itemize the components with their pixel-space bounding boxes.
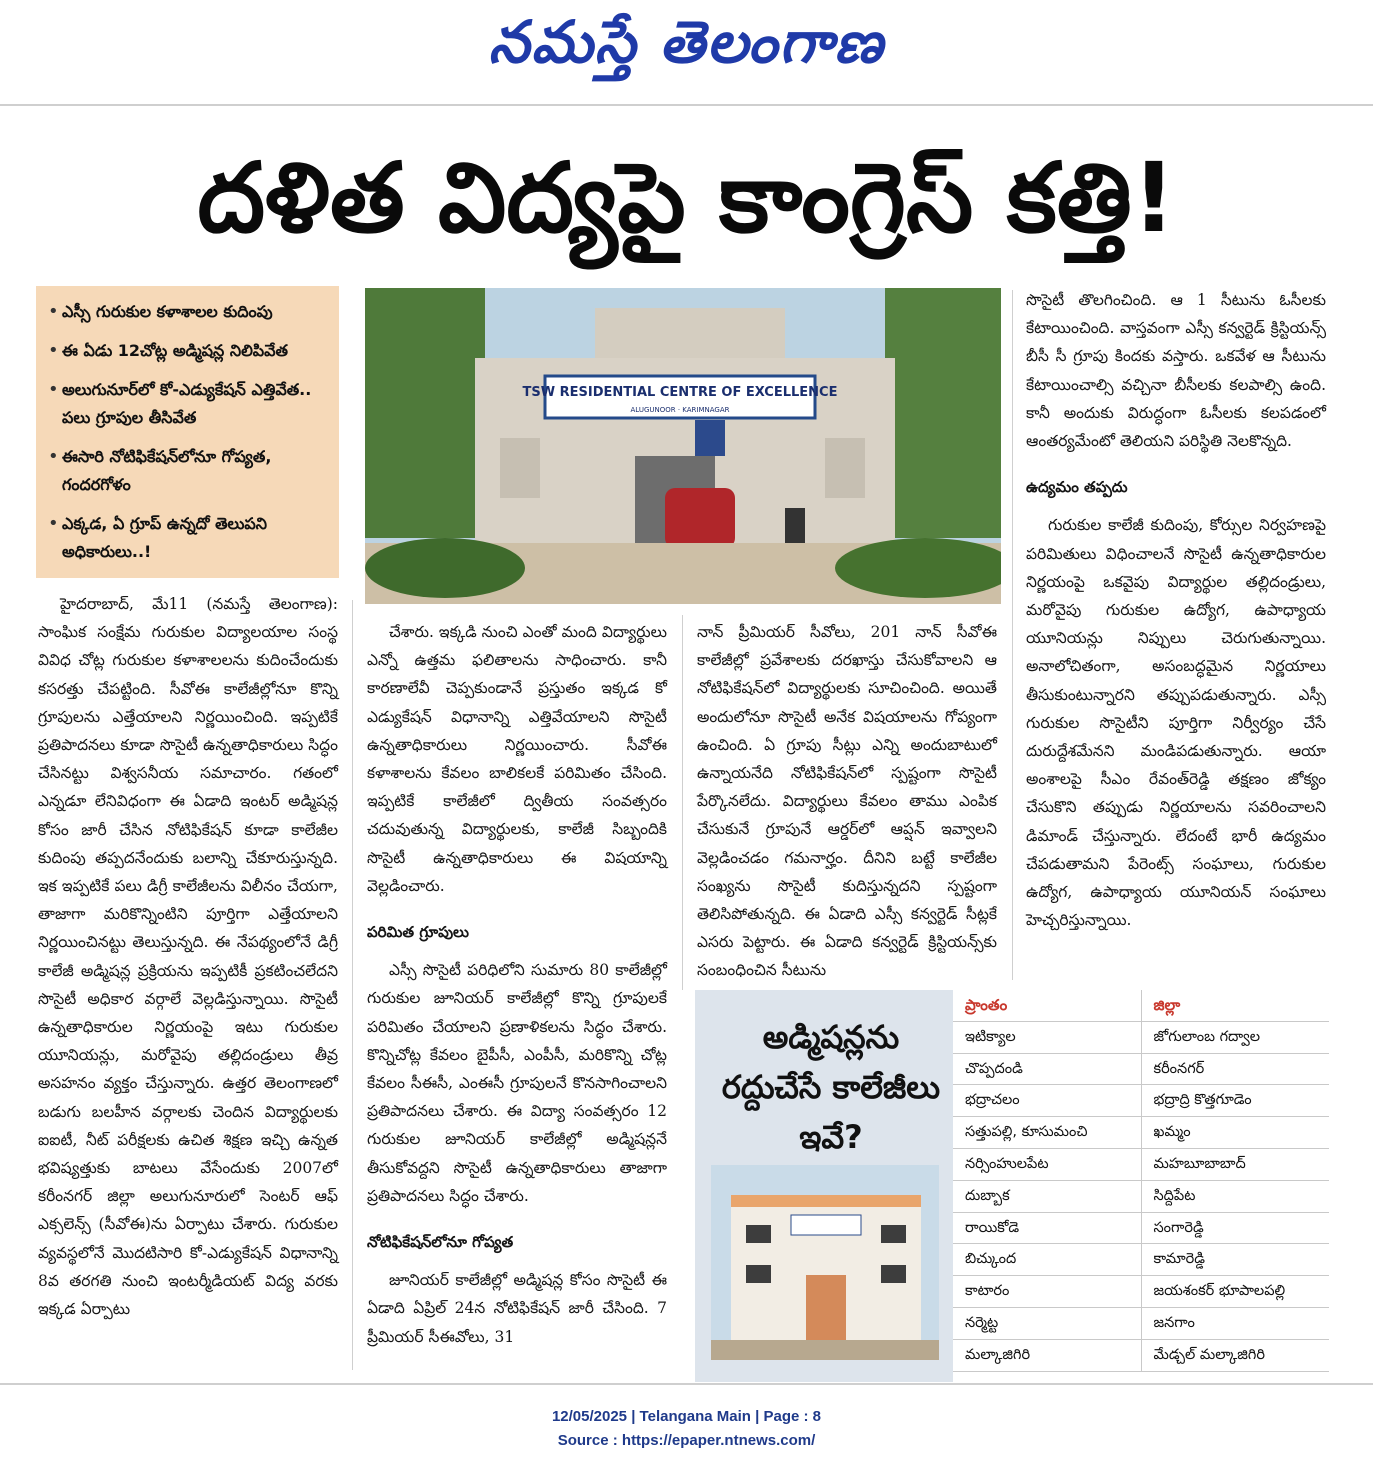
admissions-box [695, 990, 1329, 1382]
article-paragraph: చేశారు. ఇక్కడి నుంచి ఎంతో మంది విద్యార్థులు ఎన్నో ఉత్తమ ఫలితాలను సాధించారు. కానీ కారణాలేవీ చెప్పకుండానే ప్రస్తుతం ఇక్కడ కో ఎడ్యుకేషన్ విధానాన్ని ఎత్తివేయాలని సొసైటీ ఉన్నతాధికారులు నిర్ణయించారు. సీవోఈ కళాశాలను కేవలం బాలికలకే పరిమితం చేసింది. ఇప్పటికే కాలేజీలో ద్వితీయ సంవత్సరం చదువుతున్న విద్యార్థులకు, కాలేజీ సిబ్బందికి సొసైటీ ఉన్నతాధికారులు ఈ విషయాన్ని వెల్లడించారు. [367, 623, 667, 895]
divider [0, 1383, 1373, 1385]
article-column-3 [697, 618, 997, 985]
highlight-item: • ఎక్కడ, ఏ గ్రూప్ ఉన్నదో తెలుపని అధికారులు..! [48, 510, 329, 566]
bullet-icon: • [48, 446, 59, 467]
headline: దళిత విద్యపై కాంగ్రెస్ కత్తి! [197, 142, 1176, 254]
highlights-box [36, 286, 339, 578]
article-paragraph: జూనియర్ కాలేజీల్లో అడ్మిషన్ల కోసం సొసైటీ ఈ ఏడాది ఏప్రిల్ 24న నోటిఫికేషన్ జారీ చేసింది. 7 ప్రీమియర్ సీఈవోలు, 31 [367, 1271, 667, 1346]
table-row: మల్కాజిగిరి మేడ్చల్ మల్కాజిగిరి [953, 1340, 1329, 1372]
column-header-region: ప్రాంతం [965, 996, 1008, 1014]
table-header [953, 990, 1329, 1022]
page-info: 12/05/2025 | Telangana Main | Page : 8 [551, 1408, 822, 1425]
table-row: ఇటిక్యాల జోగులాంబ గద్వాల [953, 1022, 1329, 1054]
divider [0, 104, 1373, 106]
article-paragraph: ఎస్సీ సొసైటీ పరిధిలోని సుమారు 80 కాలేజీల్లో గురుకుల జూనియర్ కాలేజీల్లో కొన్ని గ్రూపులకే పరిమితం చేయాలని ప్రణాళికలను సిద్ధం చేశారు. కొన్నిచోట్ల కేవలం బైపీసీ, ఎంపీసీ, మరికొన్ని చోట్ల కేవలం సీఈసీ, ఎంఈసీ గ్రూపులనే కొనసాగించాలని ప్రతిపాదనలు చేశారు. ఈ విద్యా సంవత్సరం 12 గురుకుల జూనియర్ కాలేజీల్లో అడ్మిషన్లనే తీసుకోవద్దని సొసైటీ ఉన్నతాధికారులు తాజాగా ప్రతిపాదనలు సిద్ధం చేశారు. [367, 961, 667, 1205]
table-row: బిచ్కుంద కామారెడ్డి [953, 1244, 1329, 1276]
article-column-1 [38, 590, 338, 1323]
article-paragraph: గురుకుల కాలేజీ కుదింపు, కోర్సుల నిర్వహణపై పరిమితులు విధించాలనే సొసైటీ ఉన్నతాధికారుల నిర్ణయంపై ఒకవైపు విద్యార్థుల తల్లిదండ్రులు, మరోవైపు గురుకుల ఉద్యోగ, ఉపాధ్యాయ యూనియన్లు నిప్పులు చెరుగుతున్నాయి. అనాలోచితంగా, అసంబద్ధమైన నిర్ణయాలు తీసుకుంటున్నారని తప్పుపడుతున్నారు. ఎస్సీ గురుకుల సొసైటీని పూర్తిగా నిర్వీర్యం చేసే దురుద్దేశమేనని మండిపడుతున్నారు. ఆయా అంశాలపై సీఎం రేవంత్‌రెడ్డి తక్షణం జోక్యం చేసుకొని తప్పుడు నిర్ణయాలను సవరించాలని డిమాండ్ చేస్తున్నారు. లేదంటే భారీ ఉద్యమం చేపడుతామని పేరెంట్స్ సంఘాలు, గురుకుల ఉద్యోగ, ఉపాధ్యాయ యూనియన్ సంఘాలు హెచ్చరిస్తున్నాయి. [1026, 516, 1326, 930]
highlight-item: • ఈసారి నోటిఫికేషన్‌లోనూ గోప్యత, గందరగోళం [48, 443, 329, 499]
highlight-item: • ఈ ఏడు 12చోట్ల అడ్మిషన్ల నిలిపివేత [48, 337, 329, 365]
subheading: పరిమిత గ్రూపులు [367, 923, 469, 942]
highlight-item: • అలుగునూర్‌లో కో-ఎడ్యుకేషన్ ఎత్తివేత.. పలు గ్రూపుల తీసివేత [48, 376, 329, 432]
article-paragraph: నాన్ ప్రీమియర్ సీవోలు, 201 నాన్ సీవోఈ కాలేజీల్లో ప్రవేశాలకు దరఖాస్తు చేసుకోవాలని ఆ నోటిఫికేషన్‌లో విద్యార్థులకు సూచించింది. అయితే అందులోనూ సొసైటీ అనేక విషయాలను గోప్యంగా ఉంచింది. ఏ గ్రూపు సీట్లు ఎన్ని అందుబాటులో ఉన్నాయనేది నోటిఫికేషన్‌లో స్పష్టంగా సొసైటీ పేర్కొనలేదు. విద్యార్థులు కేవలం తాము ఎంపిక చేసుకునే గ్రూపునే ఆర్డర్‌లో ఆప్షన్ ఇవ్వాలని వెల్లడించడం గమనార్హం. దీనిని బట్టే కాలేజీల సంఖ్యను సొసైటీ కుదిస్తున్నదని స్పష్టంగా తెలిసిపోతున్నది. ఈ ఏడాది ఎస్సీ కన్వర్టెడ్ సీట్లకే ఎసరు పెట్టారు. ఈ ఏడాది కన్వర్టెడ్ క్రిస్టియన్స్‌కు సంబంధించిన సీటును [697, 623, 997, 980]
bullet-icon: • [48, 513, 59, 534]
bullet-icon: • [48, 301, 59, 322]
table-row: చొప్పదండి కరీంనగర్ [953, 1054, 1329, 1086]
sign-subtext: ALUGUNOOR · KARIMNAGAR [630, 406, 730, 414]
table-row: దుబ్బాక సిద్దిపేట [953, 1181, 1329, 1213]
source-link[interactable]: Source : https://epaper.ntnews.com/ [557, 1432, 816, 1449]
article-column-4 [1026, 286, 1326, 934]
highlight-item: • ఎస్సీ గురుకుల కళాశాలల కుదింపు [48, 298, 329, 326]
bullet-icon: • [48, 340, 59, 361]
article-paragraph: సొసైటీ తొలగించింది. ఆ 1 సీటును ఓసీలకు కేటాయించింది. వాస్తవంగా ఎస్సీ కన్వర్టెడ్ క్రిస్టియన్స్ బీసీ సీ గ్రూపు కిందకు వస్తారు. ఒకవేళ ఆ సీటును కేటాయించాల్సి వచ్చినా బీసీలకు కలపాల్సి ఉంది. కానీ అందుకు విరుద్ధంగా ఓసీలకు కలపడంలో ఆంతర్యమేంటో తెలియని పరిస్థితి నెలకొన్నది. [1026, 291, 1326, 451]
sign-text: TSW RESIDENTIAL CENTRE OF EXCELLENCE [522, 385, 838, 400]
box-heading: అడ్మిషన్లను రద్దుచేసే కాలేజీలు ఇవే? [721, 1018, 941, 1156]
table-row: భద్రాచలం భద్రాద్రి కొత్తగూడెం [953, 1085, 1329, 1117]
footer [0, 1405, 1373, 1453]
table-row: నర్మెట్ట జనగాం [953, 1308, 1329, 1340]
article-column-2 [367, 618, 667, 1351]
column-divider [352, 600, 353, 1370]
column-header-district: జిల్లా [1141, 990, 1330, 1021]
column-divider [1012, 290, 1013, 980]
article-paragraph: హైదరాబాద్, మే11 (నమస్తే తెలంగాణ): సాంఘిక సంక్షేమ గురుకుల విద్యాలయాల సంస్థ వివిధ చోట్ల గురుకుల కళాశాలలను కుదించేందుకు కసరత్తు చేపట్టింది. సీవోఈ కాలేజీల్లోనూ కొన్ని గ్రూపులను ఎత్తేయాలని నిర్ణయించింది. ఇప్పటికే ప్రతిపాదనలు కూడా సొసైటీ ఉన్నతాధికారులు సిద్ధం చేసినట్టు విశ్వసనీయ సమాచారం. గతంలో ఎన్నడూ లేనివిధంగా ఈ ఏడాది ఇంటర్ అడ్మిషన్ల కోసం జారీ చేసిన నోటిఫికేషన్ కూడా కాలేజీల కుదింపు తప్పదనేందుకు బలాన్ని చేకూరుస్తున్నది. ఇక ఇప్పటికే పలు డిగ్రీ కాలేజీలను విలీనం చేయగా, తాజాగా మరికొన్నింటిని పూర్తిగా ఎత్తేయాలని నిర్ణయించినట్టు తెలుస్తున్నది. ఈ నేపథ్యంలోనే డిగ్రీ కాలేజీ అడ్మిషన్ల ప్రక్రియను ఇప్పటికీ ప్రకటించలేదని సొసైటీ అధికార వర్గాలే వెల్లడిస్తున్నాయి. సొసైటీ ఉన్నతాధికారుల నిర్ణయంపై ఇటు గురుకుల యూనియన్లు, మరోవైపు తల్లిదండ్రులు తీవ్ర అసహనం వ్యక్తం చేస్తున్నారు. ఉత్తర తెలంగాణలో బడుగు బలహీన వర్గాలకు చెందిన విద్యార్థులకు ఐఐటీ, నీట్ పరీక్షలకు ఉచిత శిక్షణ ఇచ్చి ఉన్నత భవిష్యత్తుకు బాటలు వేసేందుకు 2007లో కరీంనగర్ జిల్లా అలుగునూరులో సెంటర్ ఆఫ్ ఎక్సలెన్స్ (సీవోఈ)ను ఏర్పాటు చేశారు. గురుకుల వ్యవస్థలోనే మొదటిసారి కో-ఎడ్యుకేషన్ విధానాన్ని 8వ తరగతి నుంచి ఇంటర్మీడియట్ విద్య వరకు ఇక్కడ ఏర్పాటు [38, 595, 338, 1319]
college-photo-small [711, 1165, 939, 1360]
college-building-illustration [365, 288, 1001, 604]
table-row: రాయికోడె సంగారెడ్డి [953, 1213, 1329, 1245]
column-divider [682, 615, 683, 990]
college-illustration-small [711, 1165, 939, 1360]
table-row: కాటారం జయశంకర్ భూపాలపల్లి [953, 1276, 1329, 1308]
subheading: ఉద్యమం తప్పదు [1026, 478, 1128, 497]
masthead [0, 0, 1373, 104]
table-row: సత్తుపల్లి, కూసుమంచి ఖమ్మం [953, 1117, 1329, 1149]
table-row: నర్సింహులపేట మహబూబాబాద్ [953, 1149, 1329, 1181]
newspaper-logo: నమస్తే తెలంగాణ [488, 8, 885, 76]
college-building-photo [365, 288, 1001, 604]
bullet-icon: • [48, 379, 59, 400]
subheading: నోటిఫికేషన్‌లోనూ గోప్యత [367, 1233, 514, 1252]
colleges-table [953, 990, 1329, 1382]
